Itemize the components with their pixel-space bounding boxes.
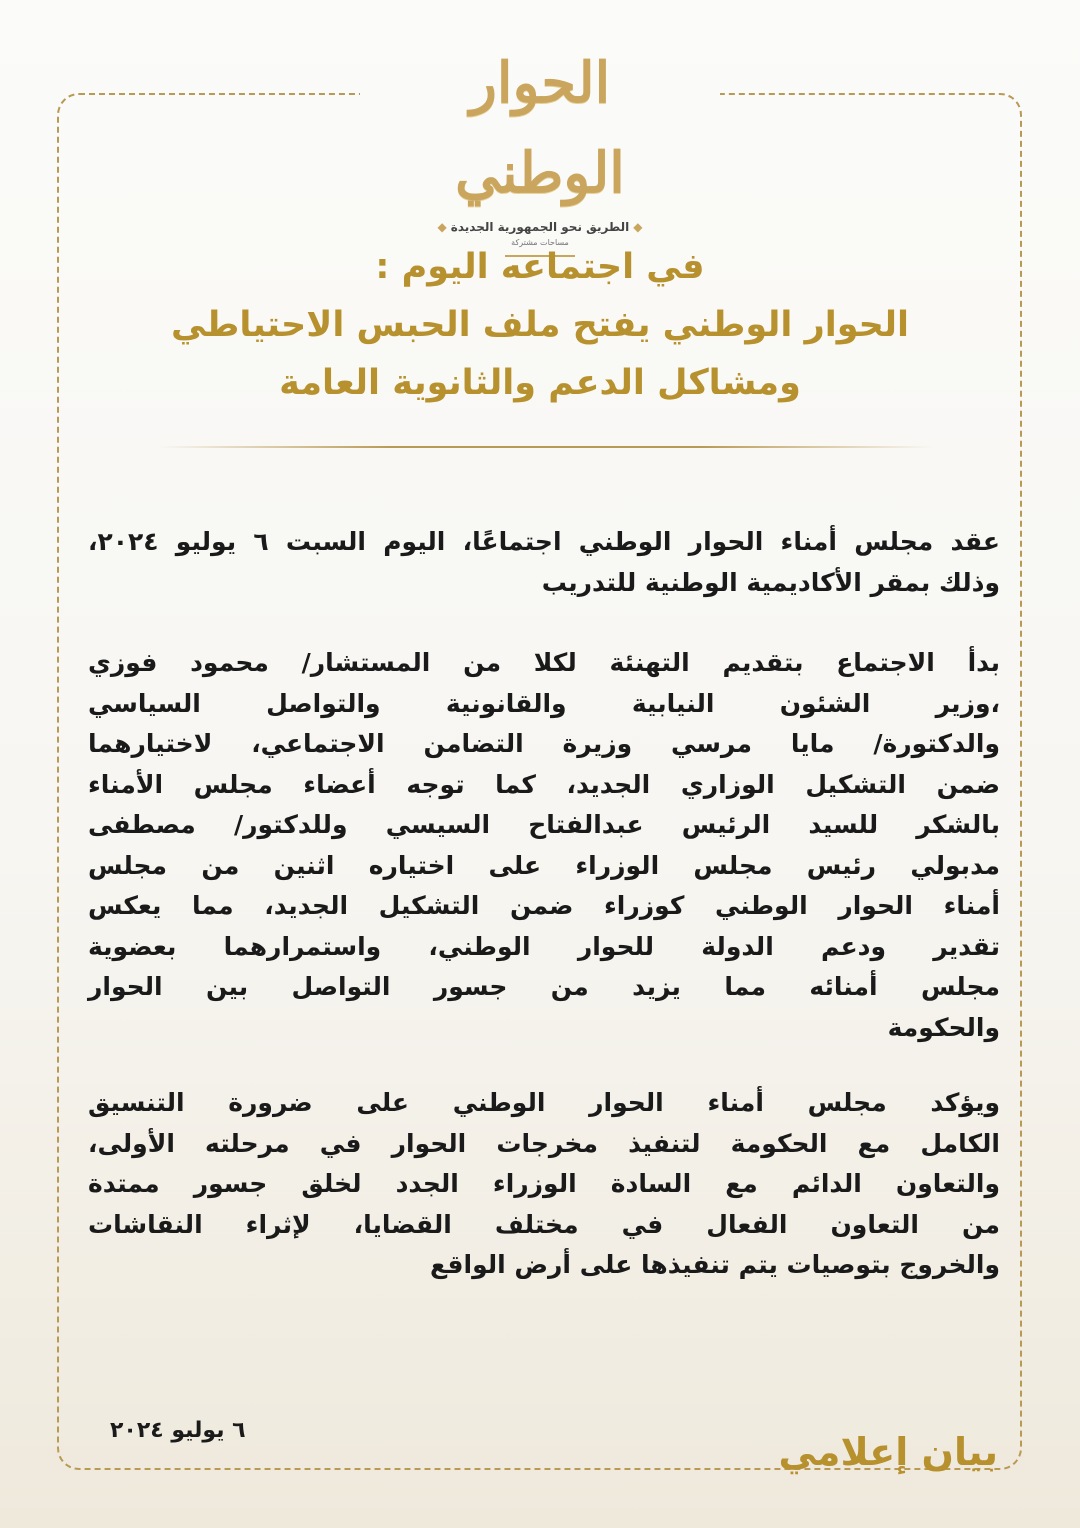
headline-line: في اجتماعه اليوم : <box>375 247 705 287</box>
headline-line: الحوار الوطني يفتح ملف الحبس الاحتياطي <box>170 305 910 345</box>
text-line: بدأ الاجتماع بتقديم التهنئة لكلا من المستشار/ محمود فوزي <box>88 648 1000 677</box>
text-line: تقدير ودعم الدولة للحوار الوطني، واستمرارهما بعضوية <box>88 931 1000 961</box>
logo-calligraphy: الحوار الوطني <box>455 50 625 206</box>
text-line: والدكتورة/ مايا مرسي وزيرة التضامن الاجتماعي، لاختيارهما <box>88 729 1000 758</box>
text-line: عقد مجلس أمناء الحوار الوطني اجتماعًا، اليوم السبت ٦ يوليو ٢٠٢٤، <box>88 527 1001 556</box>
logo-subtitle: مساحات مشتركة <box>511 238 569 247</box>
text-line: والحكومة <box>887 1012 1000 1042</box>
text-line: والخروج بتوصيات يتم تنفيذها على أرض الواقع <box>430 1250 1000 1279</box>
headline <box>100 238 980 412</box>
text-line: من التعاون الفعال في مختلف القضايا، لإثراء النقاشات <box>88 1209 1000 1239</box>
gold-divider <box>158 446 934 448</box>
release-date: ٦ يوليو ٢٠٢٤ <box>110 1418 246 1443</box>
text-line: أمناء الحوار الوطني كوزراء ضمن التشكيل الجديد، مما يعكس <box>88 891 1000 920</box>
logo-tagline <box>380 220 700 234</box>
paragraph-1 <box>88 522 1000 603</box>
text-line: والتعاون الدائم مع السادة الوزراء الجدد لخلق جسور ممتدة <box>88 1169 1000 1198</box>
diamond-icon: ◆ <box>437 220 447 234</box>
paragraph-3 <box>88 1083 1000 1286</box>
press-release-label: بيان إعلامي <box>778 1430 998 1474</box>
text-line: وذلك بمقر الأكاديمية الوطنية للتدريب <box>541 567 1000 597</box>
national-dialogue-logo <box>380 38 700 257</box>
text-line: مجلس أمنائه مما يزيد من جسور التواصل بين الحوار <box>88 972 1000 1001</box>
text-line: ضمن التشكيل الوزاري الجديد، كما توجه أعضاء مجلس الأمناء <box>88 769 1000 799</box>
text-line: مدبولي رئيس مجلس الوزراء على اختياره اثنين من مجلس <box>88 850 1000 880</box>
text-line: الكامل مع الحكومة لتنفيذ مخرجات الحوار في مرحلته الأولى، <box>88 1128 1000 1158</box>
diamond-icon: ◆ <box>633 220 643 234</box>
headline-line: ومشاكل الدعم والثانوية العامة <box>279 363 801 403</box>
logo-tagline-text: الطريق نحو الجمهورية الجديدة <box>450 220 630 234</box>
text-line: بالشكر للسيد الرئيس عبدالفتاح السيسي وللدكتور/ مصطفى <box>88 810 1000 839</box>
text-line: ،وزير الشئون النيابية والقانونية والتواصل السياسي <box>88 688 1000 718</box>
paragraph-2 <box>88 643 1000 1048</box>
text-line: ويؤكد مجلس أمناء الحوار الوطني على ضرورة التنسيق <box>88 1088 1000 1117</box>
